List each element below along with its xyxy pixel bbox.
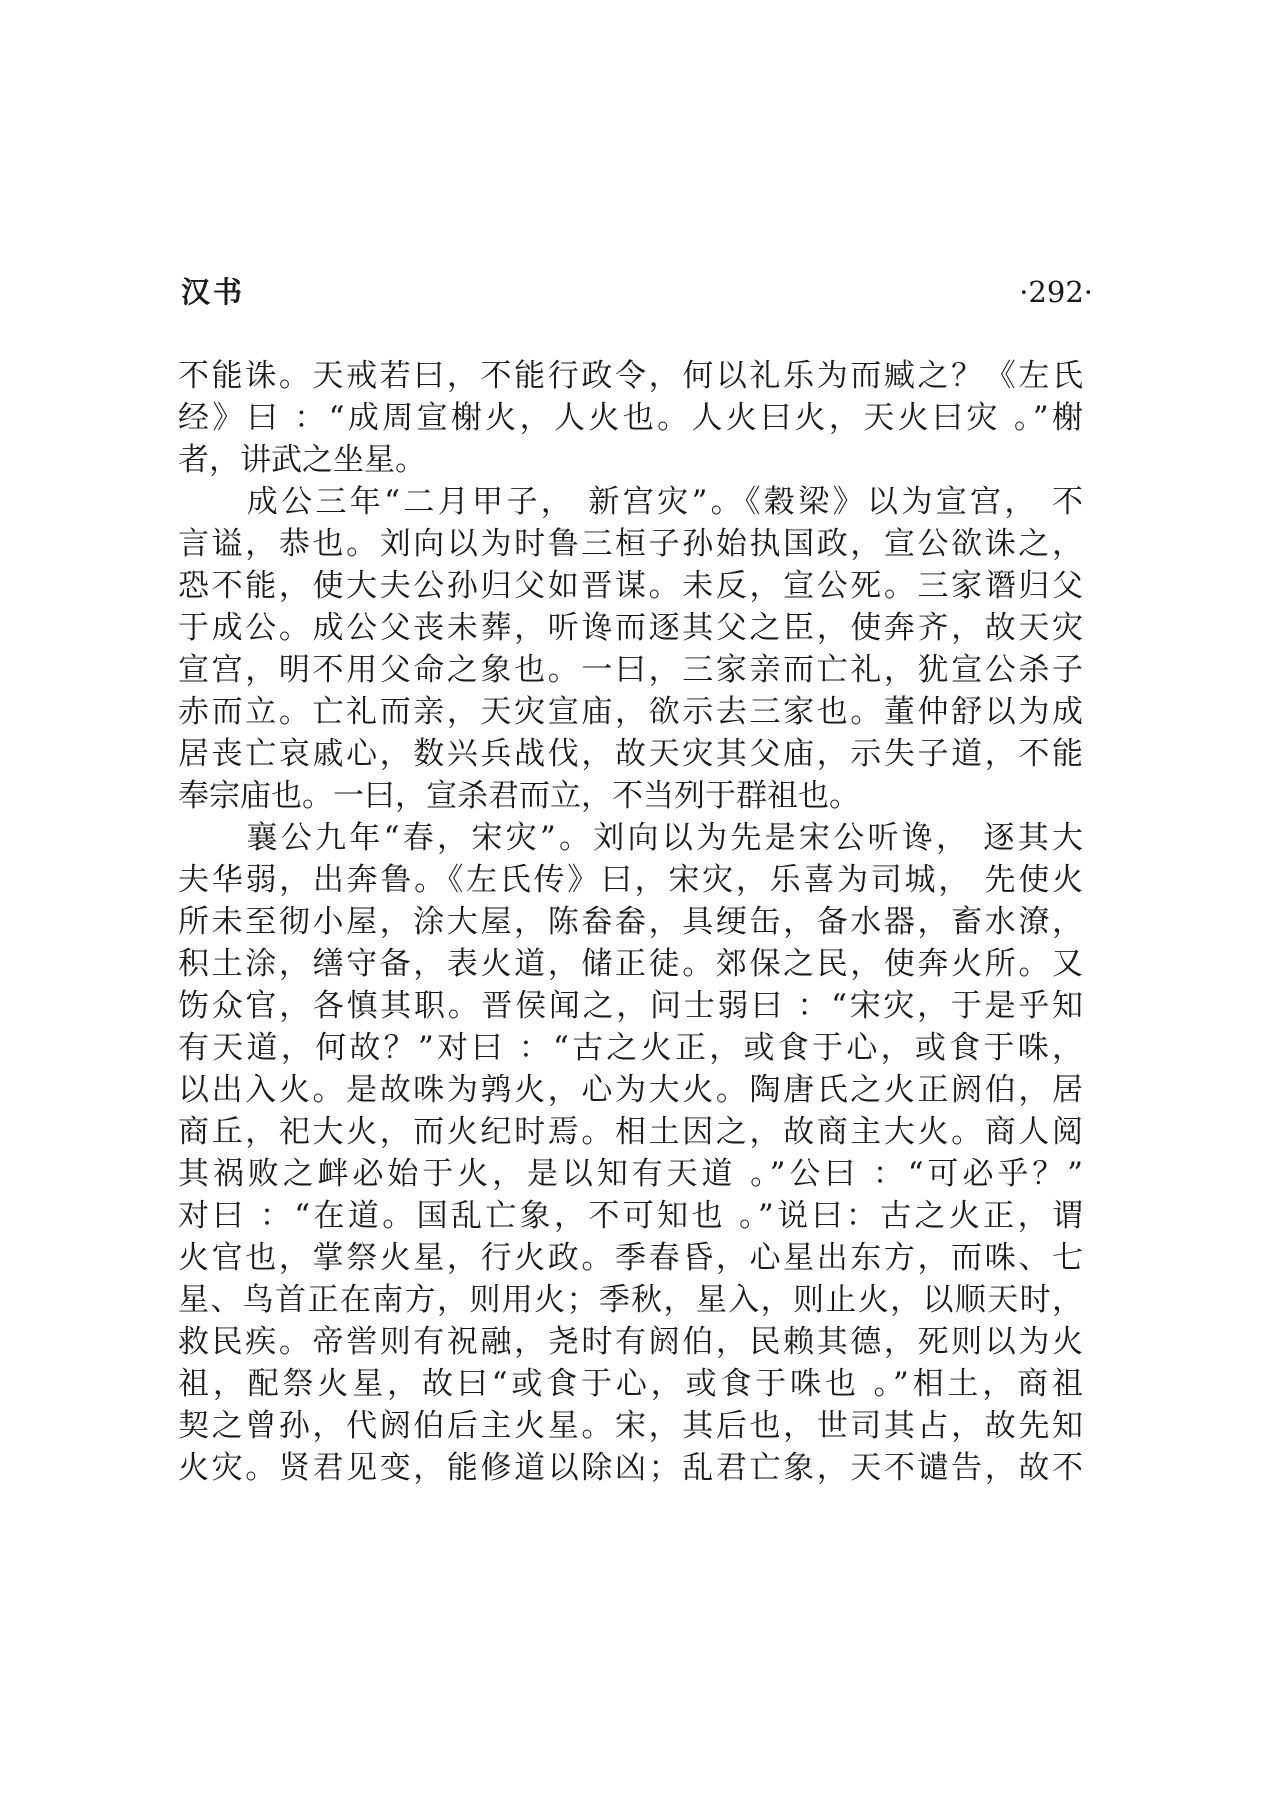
- text-line: 夫华弱，出奔鲁。《左氏传》曰，宋灾，乐喜为司城， 先使火: [178, 862, 1083, 898]
- text-line: 于成公。成公父丧未葬，听谗而逐其父之臣，使奔齐，故天灾: [178, 610, 1083, 646]
- page-header: [181, 272, 1093, 312]
- text-line: 赤而立。亡礼而亲，天灾宣庙，欲示去三家也。董仲舒以为成: [178, 694, 1083, 730]
- text-line: 其祸败之衅必始于火，是以知有天道 。”公曰 ：“可必乎？”: [178, 1156, 1083, 1192]
- text-line: 不能诛。天戒若曰，不能行政令，何以礼乐为而臧之？《左氏: [178, 358, 1083, 394]
- text-line: 祖，配祭火星，故曰“或食于心，或食于咮也 。”相土，商祖: [178, 1366, 1083, 1402]
- text-line: 宣宫，明不用父命之象也。一曰，三家亲而亡礼，犹宣公杀子: [178, 652, 1083, 688]
- text-line: 者，讲武之坐星。: [178, 442, 426, 478]
- body-text: [178, 355, 1083, 1489]
- text-line: 有天道，何故？”对曰 ：“古之火正，或食于心，或食于咮，: [178, 1030, 1083, 1066]
- text-line: 火灾。贤君见变，能修道以除凶；乱君亡象，天不谴告，故不: [178, 1450, 1083, 1486]
- text-line: 居丧亡哀戚心，数兴兵战伐，故天灾其父庙，示失子道，不能: [178, 736, 1083, 772]
- text-line: 星、鸟首正在南方，则用火；季秋，星入，则止火，以顺天时，: [178, 1282, 1083, 1318]
- text-line: 成公三年“二月甲子， 新宫灾”。《穀梁》以为宣宫， 不: [178, 484, 1083, 520]
- text-line: 经》曰 ：“成周宣榭火，人火也。人火曰火，天火曰灾 。”榭: [178, 400, 1083, 436]
- text-line: 所未至彻小屋，涂大屋，陈畚畚，具绠缶，备水器，畜水潦，: [178, 904, 1083, 940]
- page-number: ·292·: [1019, 275, 1093, 309]
- text-line: 积土涂，缮守备，表火道，储正徒。郊保之民，使奔火所。又: [178, 946, 1083, 982]
- text-line: 饬众官，各慎其职。晋侯闻之，问士弱曰 ：“宋灾，于是乎知: [178, 988, 1083, 1024]
- text-line: 恐不能，使大夫公孙归父如晋谋。未反，宣公死。三家谮归父: [178, 568, 1083, 604]
- text-line: 火官也，掌祭火星，行火政。季春昏，心星出东方，而咮、七: [178, 1240, 1083, 1276]
- text-line: 契之曾孙，代阏伯后主火星。宋，其后也，世司其占，故先知: [178, 1408, 1083, 1444]
- book-title: 汉书: [181, 275, 246, 309]
- text-line: 以出入火。是故咮为鹑火，心为大火。陶唐氏之火正阏伯，居: [178, 1072, 1083, 1108]
- text-line: 对曰 ：“在道。国乱亡象，不可知也 。”说曰：古之火正，谓: [178, 1198, 1083, 1234]
- text-line: 商丘，祀大火，而火纪时焉。相土因之，故商主大火。商人阅: [178, 1114, 1083, 1150]
- text-line: 襄公九年“春，宋灾”。刘向以为先是宋公听谗， 逐其大: [178, 820, 1083, 856]
- text-line: 奉宗庙也。一曰，宣杀君而立，不当列于群祖也。: [178, 778, 860, 814]
- text-line: 救民疾。帝喾则有祝融，尧时有阏伯，民赖其德，死则以为火: [178, 1324, 1083, 1360]
- text-line: 言谥，恭也。刘向以为时鲁三桓子孙始执国政，宣公欲诛之，: [178, 526, 1083, 562]
